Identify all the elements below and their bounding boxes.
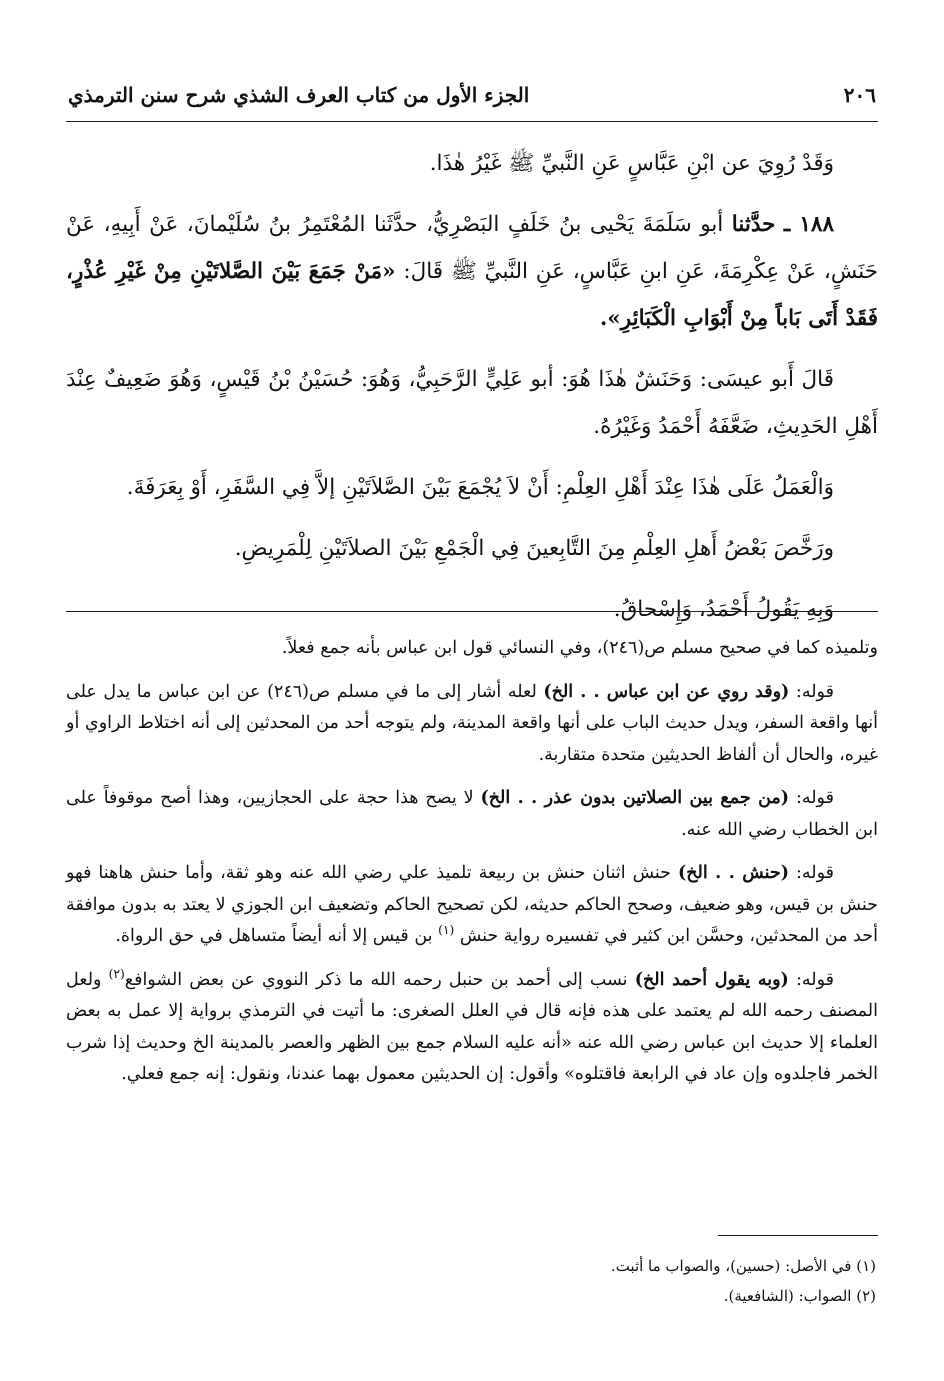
commentary-quote: (حنش . . الخ) bbox=[677, 863, 789, 883]
running-title: الجزء الأول من كتاب العرف الشذي شرح سنن الترمذي bbox=[68, 83, 530, 107]
commentary-quote: (وبه يقول أحمد الخ) bbox=[634, 969, 789, 990]
commentary-text: نسب إلى أحمد بن حنبل رحمه الله ما ذكر النووي عن بعض الشوافع bbox=[124, 969, 628, 990]
commentary-paragraph bbox=[66, 783, 878, 846]
hadith-number: ١٨٨ ـ bbox=[783, 212, 835, 237]
paragraph: وَالْعَمَلُ عَلَى هٰذَا عِنْدَ أَهْلِ العِلْمِ: أَنْ لاَ يُجْمَعَ بَيْنَ الصَّلاَتَيْنِ إلاَّ فِي السَّفَرِ، أَوْ بِعَرَفَةَ. bbox=[126, 475, 834, 500]
commentary-quote: (من جمع بين الصلاتين بدون عذر . . الخ) bbox=[480, 788, 790, 808]
commentary-paragraph bbox=[66, 677, 878, 772]
commentary-quote: (وقد روي عن ابن عباس . . الخ) bbox=[543, 681, 790, 702]
footnote-ref: (١) bbox=[438, 923, 455, 938]
paragraph: وَقَدْ رُوِيَ عن ابْنِ عَبَّاسٍ عَنِ النَّبيِّ ﷺ غَيْرُ هٰذَا. bbox=[429, 151, 834, 176]
commentary-paragraph bbox=[66, 858, 878, 953]
footnote-1: (١) في الأصل: (حسين)، والصواب ما أثبت. bbox=[610, 1257, 876, 1275]
main-text bbox=[66, 140, 878, 647]
paragraph: قَالَ أَبو عيسَى: وَحَنَشٌ هٰذَا هُوَ: أبو عَلِيٍّ الرَّحَبِيُّ، وَهُوَ: حُسَيْنُ بْنُ قَيْسٍ، وَهُوَ ضَعِيفٌ عِنْدَ أَهْلِ الحَدِيثِ، ضَعَّفَهُ أَحْمَدُ وَغَيْرُهُ. bbox=[66, 367, 878, 439]
footnote-2: (٢) الصواب: (الشافعية). bbox=[723, 1287, 876, 1305]
commentary-text: لا يصح هذا حجة على الحجازيين، وهذا أصح موقوفاً على ابن الخطاب رضي الله عنه. bbox=[66, 788, 878, 840]
footnote-rule bbox=[718, 1235, 878, 1236]
commentary-lead: قوله: bbox=[795, 681, 834, 702]
page-number: ٢٠٦ bbox=[843, 83, 876, 107]
commentary bbox=[66, 633, 878, 1103]
commentary-paragraph bbox=[66, 965, 878, 1091]
commentary-lead: قوله: bbox=[795, 969, 834, 990]
footnote-ref: (٢) bbox=[108, 966, 125, 981]
commentary-text: بن قيس إلا أنه أيضاً متساهل في حق الرواة. bbox=[115, 926, 433, 946]
running-header bbox=[68, 78, 876, 112]
commentary-text: ولعل المصنف رحمه الله لم يعتمد على هذه فإنه قال في العلل الصغرى: ما أتيت في الترمذي برواية إلا عمل به بعض العلماء إلا حديث ابن عباس رضي الله عنه «أنه عليه السلام جمع بين الظهر والعصر بالمدينة الخ وحديث إذا شرب الخمر فاجلدوه وإن عاد في الرابعة فاقتلوه» وأقول: إن الحديثين معمول بهما عندنا، ونقول: إنه جمع فعلي. bbox=[66, 969, 878, 1084]
commentary-lead: قوله: bbox=[795, 863, 834, 883]
commentary-separator bbox=[66, 611, 878, 612]
commentary-text: حنش اثنان حنش بن ربيعة تلميذ علي رضي الله عنه وهو ثقة، وأما حنش هاهنا فهو حنش بن قيس، وهو ضعيف، وصحح الحاكم حديثه، لكن تصحيح الحاكم وتضعيف ابن الجوزي لا يعتد به بدون موافقة أحد من المحدثين، وحسَّن ابن كثير في تفسيره رواية حنش bbox=[66, 863, 878, 946]
commentary-lead: قوله: bbox=[795, 788, 834, 808]
header-rule bbox=[66, 121, 878, 122]
hadith-188 bbox=[66, 201, 878, 342]
hadith-isnad: أبو سَلَمَةَ يَحْيى بنُ خَلَفٍ البَصْرِيُّ، حدَّثَنا المُعْتَمِرُ بنُ سُلَيْمانَ، عَنْ أَبِيهِ، عَنْ حَنَشٍ، عَنْ عِكْرِمَةَ، عَنِ ابنِ عَبَّاسٍ، عَنِ النَّبيِّ ﷺ قَالَ: bbox=[66, 212, 879, 284]
commentary-paragraph: وتلميذه كما في صحيح مسلم ص(٢٤٦)، وفي النسائي قول ابن عباس بأنه جمع فعلاً. bbox=[281, 638, 878, 658]
hadith-lead: حدَّثنا bbox=[731, 212, 776, 237]
paragraph: ورَخَّصَ بَعْضُ أَهلِ العِلْمِ مِنَ التَّابِعينَ فِي الْجَمْعِ بَيْنَ الصلاَتَيْنِ لِلْمَرِيضِ. bbox=[234, 536, 834, 561]
commentary-text: لعله أشار إلى ما في مسلم ص(٢٤٦) عن ابن عباس ما يدل على أنها واقعة السفر، ويدل حديث الباب على أنها واقعة المدينة، ولم يتوجه أحد من المحدثين إلى أنه اختلاط الراوي أو غيره، والحال أن ألفاظ الحديثين متحدة متقاربة. bbox=[66, 681, 878, 765]
paragraph: وَبِهِ يَقُولُ أَحْمَدُ، وَإِسْحاقُ. bbox=[613, 597, 834, 622]
hadith-matn: «مَنْ جَمَعَ بَيْنَ الصَّلاتَيْنِ مِنْ غَيْرِ عُذْرٍ، فَقَدْ أَتَى بَاباً مِنْ أَبْوَابِ الْكَبَائِرِ». bbox=[66, 259, 878, 331]
footnotes bbox=[66, 1251, 878, 1311]
